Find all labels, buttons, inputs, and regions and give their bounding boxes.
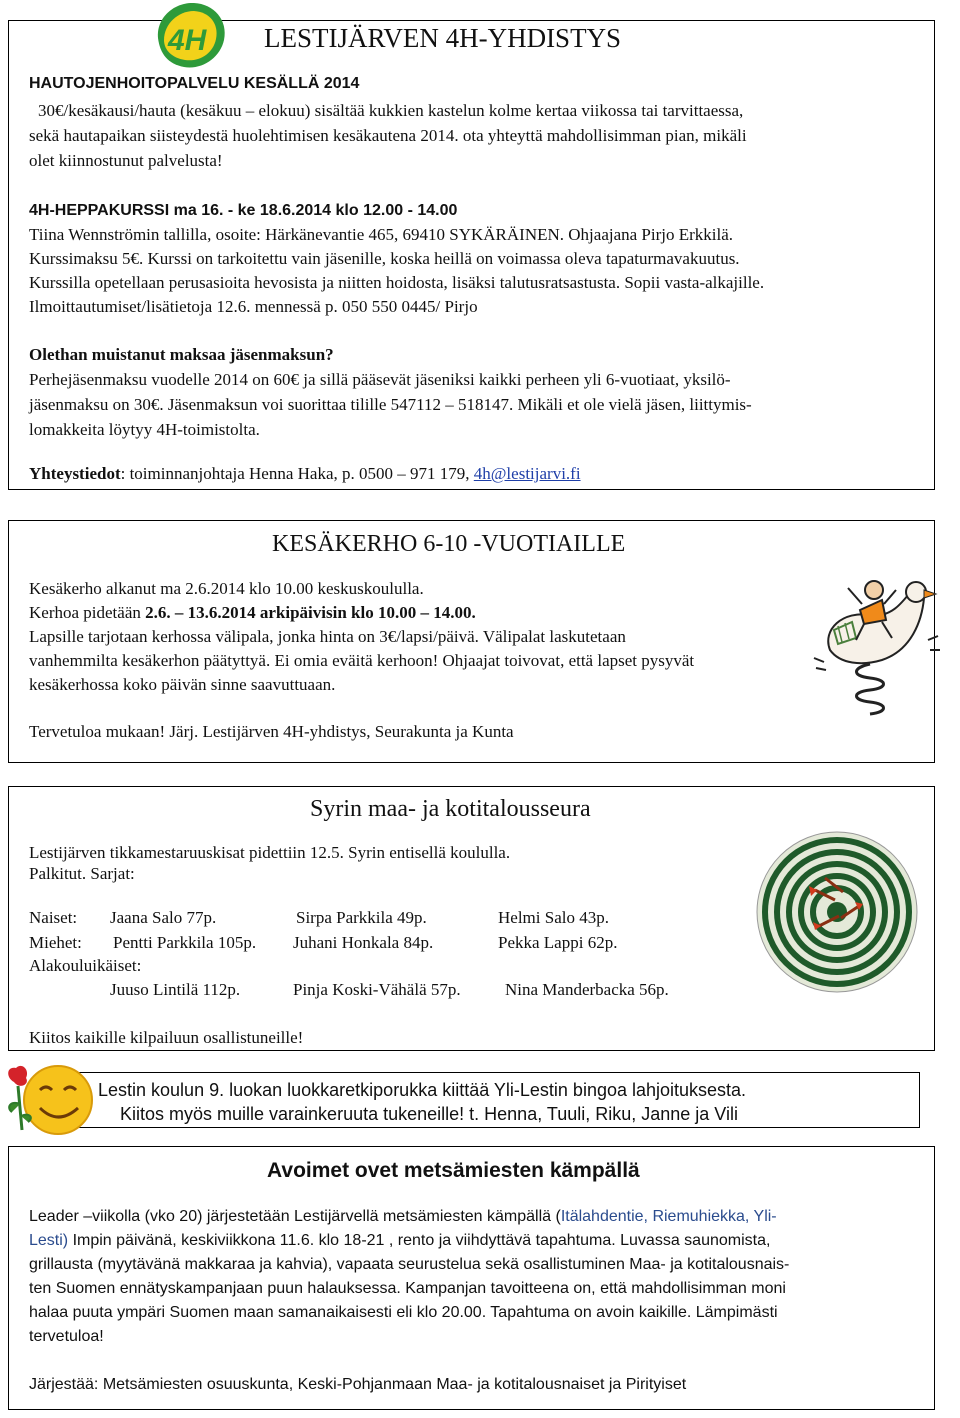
rose-smiley-icon — [0, 1060, 100, 1150]
metsamiehet-line: ten Suomen ennätyskampanjaan puun halauksessa. Kampanjan tavoitteena on, että mahdollisimman moni — [29, 1280, 786, 1297]
hauta-line: 30€/kesäkausi/hauta (kesäkuu – elokuu) sisältää kukkien kastelun kolme kertaa viikossa tai tarvittaessa, — [38, 101, 744, 120]
heppa-line: Tiina Wennströmin tallilla, osoite: Härkänevantie 465, 69410 SYKÄRÄINEN. Ohjaajana Pirjo Erkkilä. — [29, 225, 734, 244]
contact-email-link[interactable]: 4h@lestijarvi.fi — [473, 464, 581, 483]
place-names: Itälahdentie, Riemuhiekka, Yli- — [560, 1208, 777, 1225]
result-name: Helmi Salo 43p. — [498, 908, 609, 927]
miehet-label: Miehet: — [29, 933, 82, 952]
result-name: Juhani Honkala 84p. — [293, 933, 434, 952]
naiset-label: Naiset: — [29, 908, 78, 927]
contact-label: Yhteystiedot — [29, 464, 121, 483]
hauta-heading: HAUTOJENHOITOPALVELU KESÄLLÄ 2014 — [29, 75, 360, 92]
kesakerho-welcome: Tervetuloa mukaan! Järj. Lestijärven 4H-yhdistys, Seurakunta ja Kunta — [29, 722, 514, 741]
dates-bold: 2.6. – 13.6.2014 arkipäivisin klo 10.00 – 14.00. — [145, 603, 476, 622]
thanks-line: Kiitos myös muille varainkeruuta tukeneille! t. Henna, Tuuli, Riku, Janne ja Vili — [120, 1104, 738, 1124]
kesakerho-dates — [29, 601, 476, 625]
4h-logo-icon — [152, 0, 230, 72]
syri-line: Palkitut. Sarjat: — [29, 864, 135, 883]
syri-title: Syrin maa- ja kotitalousseura — [310, 796, 591, 822]
member-heading: Olethan muistanut maksaa jäsenmaksun? — [29, 345, 334, 364]
result-name: Pinja Koski-Vähälä 57p. — [293, 980, 461, 999]
metsamiehet-line — [29, 1229, 770, 1253]
text-segment: Impin päivänä, keskiviikkona 11.6. klo 18-21 , rento ja viihdyttävä tapahtuma. Luvassa saunomista, — [68, 1232, 771, 1249]
bird-spring-clipart-icon — [812, 560, 942, 730]
result-name: Jaana Salo 77p. — [110, 908, 217, 927]
result-name: Sirpa Parkkila 49p. — [296, 908, 427, 927]
metsamiehet-line: halaa puuta ympäri Suomen maan samanaikaisesti eli klo 20.00. Tapahtuma on avoin kaikille. Lämpimästi — [29, 1304, 778, 1321]
metsamiehet-line — [29, 1205, 777, 1229]
page-title: LESTIJÄRVEN 4H-YHDISTYS — [264, 23, 622, 53]
text-segment: Leader –viikolla (vko 20) järjestetään Lestijärvellä metsämiesten kämpällä ( — [29, 1208, 561, 1225]
member-line: lomakkeita löytyy 4H-toimistolta. — [29, 420, 260, 439]
dartboard-icon — [755, 830, 920, 995]
thanks-line: Lestin koulun 9. luokan luokkaretkiporukka kiittää Yli-Lestin bingoa lahjoituksesta. — [98, 1080, 747, 1100]
svg-text:4H: 4H — [168, 24, 207, 57]
heppa-line: Kurssimaksu 5€. Kurssi on tarkoitettu vain jäsenille, koska heillä on voimassa oleva tapaturmavakuutus. — [29, 249, 740, 268]
heppa-heading: 4H-HEPPAKURSSI ma 16. - ke 18.6.2014 klo 12.00 - 14.00 — [29, 202, 458, 219]
kesakerho-line: Kesäkerho alkanut ma 2.6.2014 klo 10.00 keskuskoululla. — [29, 579, 424, 598]
dates-prefix: Kerhoa pidetään — [29, 603, 146, 622]
result-name: Nina Manderbacka 56p. — [505, 980, 669, 999]
result-name: Pekka Lappi 62p. — [498, 933, 618, 952]
kesakerho-line: Lapsille tarjotaan kerhossa välipala, jonka hinta on 3€/lapsi/päivä. Välipalat laskutetaan — [29, 627, 626, 646]
ala-label: Alakouluikäiset: — [29, 956, 142, 975]
result-name: Pentti Parkkila 105p. — [113, 933, 257, 952]
syri-thanks: Kiitos kaikille kilpailuun osallistuneille! — [29, 1028, 304, 1047]
metsamiehet-line: grillausta (myytävänä makkaraa ja kahvia), vapaata seurustelua sekä osallistuminen Maa- ja kotitalousnais- — [29, 1256, 790, 1273]
kesakerho-line: kesäkerhossa koko päivän sinne saavuttuaan. — [29, 675, 336, 694]
metsamiehet-title: Avoimet ovet metsämiesten kämpällä — [267, 1159, 640, 1182]
place-names: Lesti) — [29, 1232, 69, 1249]
kesakerho-title: KESÄKERHO 6-10 -VUOTIAILLE — [272, 531, 626, 557]
result-name: Juuso Lintilä 112p. — [110, 980, 241, 999]
hauta-line: olet kiinnostunut palvelusta! — [29, 151, 223, 170]
hauta-line: sekä hautapaikan siisteydestä huolehtimisen kesäkautena 2014. ota yhteyttä mahdollisimman pian, mikäli — [29, 126, 747, 145]
syri-line: Lestijärven tikkamestaruuskisat pidettiin 12.5. Syrin entisellä koululla. — [29, 843, 511, 862]
contact-text: : toiminnanjohtaja Henna Haka, p. 0500 – 971 179, — [120, 464, 474, 483]
metsamiehet-line: tervetuloa! — [29, 1328, 104, 1345]
member-line: Perhejäsenmaksu vuodelle 2014 on 60€ ja sillä pääsevät jäseniksi kaikki perheen yli 6-vuotiaat, yksilö- — [29, 370, 731, 389]
member-line: jäsenmaksu on 30€. Jäsenmaksun voi suorittaa tilille 547112 – 518147. Mikäli et ole vielä jäsen, liittymis- — [29, 395, 752, 414]
kesakerho-line: vanhemmilta kesäkerhon päätyttyä. Ei omia eväitä kerhoon! Ohjaajat toivovat, että lapset pysyvät — [29, 651, 695, 670]
heppa-line: Ilmoittautumiset/lisätietoja 12.6. mennessä p. 050 550 0445/ Pirjo — [29, 297, 478, 316]
metsamiehet-organizers: Järjestää: Metsämiesten osuuskunta, Keski-Pohjanmaan Maa- ja kotitalousnaiset ja Pirityiset — [29, 1376, 687, 1393]
heppa-line: Kurssilla opetellaan perusasioita hevosista ja niitten hoidosta, lisäksi talutusratsastusta. Sopii vasta-alkajille. — [29, 273, 765, 292]
contact-line — [29, 462, 581, 486]
